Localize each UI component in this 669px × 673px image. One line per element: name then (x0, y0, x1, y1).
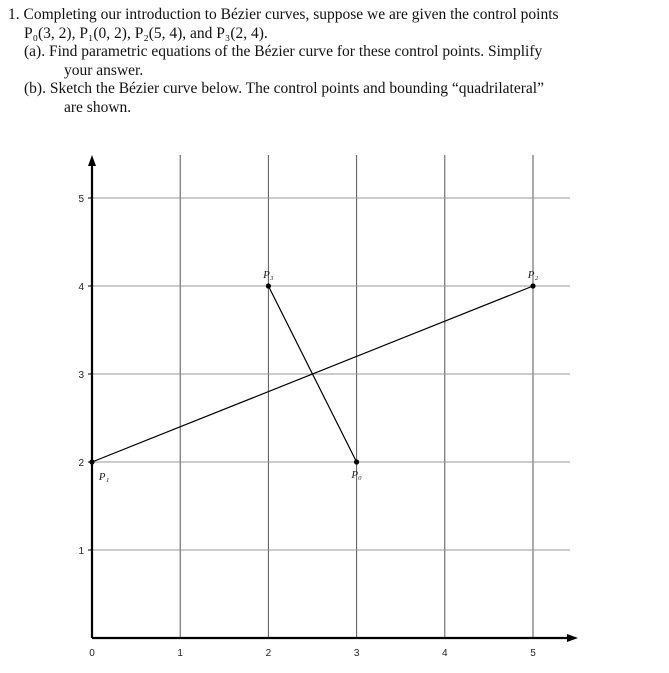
problem-intro: Completing our introduction to Bézier curves, suppose we are given the control points (23, 6, 559, 23)
x-axis-arrow-icon (567, 634, 578, 642)
y-axis-arrow-icon (88, 155, 96, 166)
y-tick-label: 1 (78, 546, 84, 557)
axes (88, 155, 578, 642)
x-tick-label: 3 (353, 648, 360, 659)
part-b-text: Sketch the Bézier curve below. The control points and bounding “quadrilateral” (49, 80, 544, 97)
part-a-continuation: your answer. (64, 61, 144, 79)
problem-number: 1. (8, 6, 20, 23)
grid (92, 155, 570, 638)
y-tick-label: 2 (78, 458, 84, 469)
control-point-label: P₀ (351, 469, 362, 481)
control-points-text: P₀(3, 2), P₁(0, 2), P₂(5, 4), and P₃(2, 4). (24, 24, 268, 42)
x-tick-label: 5 (530, 648, 536, 659)
part-a-label: (a). (24, 43, 46, 60)
control-point (89, 459, 94, 464)
x-tick-label: 0 (89, 648, 95, 659)
y-tick-label: 4 (78, 282, 84, 293)
control-point-label: P₃ (263, 269, 274, 281)
x-tick-label: 4 (442, 648, 448, 659)
part-b-continuation: are shown. (64, 98, 132, 116)
control-point (266, 283, 271, 288)
y-tick-label: 5 (78, 194, 84, 205)
part-b-label: (b). (24, 80, 46, 97)
part-a-text: Find parametric equations of the Bézier curve for these control points. Simplify (48, 43, 543, 60)
control-point-label: P₁ (98, 471, 110, 483)
x-tick-label: 1 (177, 648, 183, 659)
tick-labels (78, 194, 536, 659)
x-tick-label: 2 (265, 648, 272, 659)
control-point (354, 459, 359, 464)
control-point-label: P₂ (527, 269, 539, 281)
control-point (530, 283, 535, 288)
y-tick-label: 3 (78, 370, 84, 381)
